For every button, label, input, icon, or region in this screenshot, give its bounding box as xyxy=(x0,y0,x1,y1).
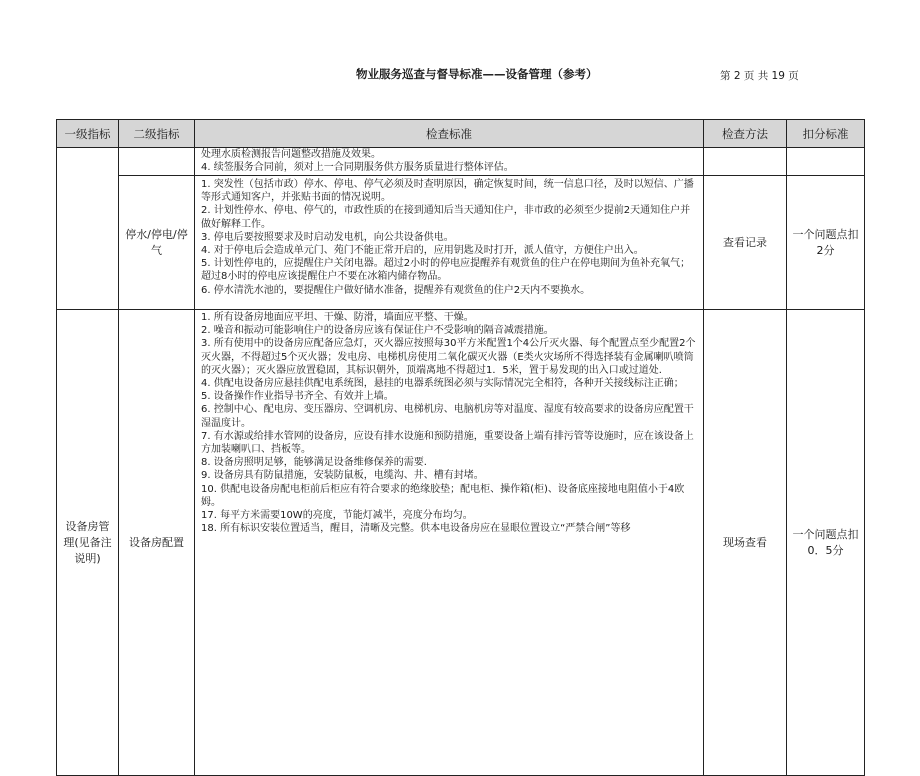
standard-line: 3. 所有使用中的设备房应配备应急灯，灭火器应按照每30平方米配置1个4公斤灭火器、每个配置点至少配置2个灭火器，不得超过5个灭火器；发电房、电梯机房使用二氧化碳灭火器（E类火灾场所不得选择装有金属喇叭喷筒的灭火器）；灭火器应放置稳固，其标识朝外，顶端离地不得超过1．5米，置于易发现的出入口或过道处. xyxy=(201,338,696,376)
level2-cell xyxy=(119,148,195,176)
standard-line: 17. 每平方米需要10W的亮度，节能灯减半，亮度分布均匀。 xyxy=(201,510,473,522)
standard-line: 5. 计划性停电的，应提醒住户关闭电器。超过2小时的停电应提醒养有观赏鱼的住户在停电期间为鱼补充氧气；超过8小时的停电应该提醒住户不要在冰箱内储存物品。 xyxy=(201,258,691,283)
standard-line: 4. 供配电设备房应悬挂供配电系统图，悬挂的电器系统图必须与实际情况完全相符，各种开关接线标注正确； xyxy=(201,378,684,390)
header-level1: 一级指标 xyxy=(57,120,119,148)
standard-line: 1. 所有设备房地面应平坦、干燥、防滑，墙面应平整、干燥。 xyxy=(201,312,474,323)
standard-line: 7. 有水源或给排水管网的设备房，应设有排水设施和预防措施，重要设备上端有排污管等设施时，应在该设备上方加装喇叭口、挡板等。 xyxy=(201,430,694,456)
standard-list xyxy=(201,311,700,774)
method-cell: 查看记录 xyxy=(704,176,787,310)
table-row xyxy=(57,176,865,310)
page-info: 第 2 页 共 19 页 xyxy=(720,70,799,82)
table-header-row xyxy=(57,120,865,148)
standard-line: 8. 设备房照明足够，能够满足设备维修保养的需要. xyxy=(201,457,427,469)
method-cell: 现场查看 xyxy=(704,310,787,776)
standard-line: 4. 续签服务合同前，须对上一合同期服务供方服务质量进行整体评估。 xyxy=(201,162,514,174)
standard-line: 2. 计划性停水、停电、停气的，市政性质的在接到通知后当天通知住户，非市政的必须至少提前2天通知住户并做好解释工作。 xyxy=(201,205,691,230)
level1-cell xyxy=(57,148,119,310)
standard-cell xyxy=(195,148,704,176)
deduction-cell: 一个问题点扣0．5分 xyxy=(787,310,865,776)
level2-cell: 停水/停电/停气 xyxy=(119,176,195,310)
standard-line: 处理水质检测报告问题整改措施及效果。 xyxy=(201,149,381,160)
table-row xyxy=(57,148,865,176)
header-method: 检查方法 xyxy=(704,120,787,148)
standard-line: 18. 所有标识安装位置适当，醒目，清晰及完整。供本电设备房应在显眼位置设立“严禁合闸”等移 xyxy=(201,523,631,535)
method-cell xyxy=(704,148,787,176)
standard-line: 1. 突发性（包括市政）停水、停电、停气必须及时查明原因，确定恢复时间，统一信息口径，及时以短信、广播等形式通知客户，并张贴书面的情况说明。 xyxy=(201,179,694,204)
header-level2: 二级指标 xyxy=(119,120,195,148)
header-deduction: 扣分标准 xyxy=(787,120,865,148)
standard-line: 2. 噪音和振动可能影响住户的设备房应该有保证住户不受影响的隔音减震措施。 xyxy=(201,325,554,337)
header-standard: 检查标准 xyxy=(195,120,704,148)
level2-cell: 设备房配置 xyxy=(119,310,195,776)
inspection-table xyxy=(56,119,865,776)
standard-line: 4. 对于停电后会造成单元门、苑门不能正常开启的，应用钥匙及时打开，派人值守，方便住户出入。 xyxy=(201,245,644,257)
deduction-cell xyxy=(787,148,865,176)
standard-line: 6. 停水清洗水池的，要提醒住户做好储水准备，提醒养有观赏鱼的住户2天内不要换水。 xyxy=(201,284,591,296)
document-title: 物业服务巡查与督导标准——设备管理（参考） xyxy=(356,67,598,81)
table-row xyxy=(57,310,865,776)
standard-cell xyxy=(195,310,704,776)
standard-cell xyxy=(195,176,704,310)
level1-cell: 设备房管理(见备注说明) xyxy=(57,310,119,776)
standard-line: 10. 供配电设备房配电柜前后柜应有符合要求的绝缘胶垫；配电柜、操作箱(柜)、设备底座接地电阻值小于4欧姆。 xyxy=(201,483,685,508)
standard-line: 9. 设备房具有防鼠措施，安装防鼠板，电缆沟、井、槽有封堵。 xyxy=(201,470,484,482)
standard-line: 5. 设备操作作业指导书齐全、有效并上墙。 xyxy=(201,391,394,403)
deduction-cell: 一个问题点扣2分 xyxy=(787,176,865,310)
standard-line: 3. 停电后要按照要求及时启动发电机，向公共设备供电。 xyxy=(201,231,454,243)
standard-line: 6. 控制中心、配电房、变压器房、空调机房、电梯机房、电脑机房等对温度、湿度有较高要求的设备房应配置干湿温度计。 xyxy=(201,404,694,429)
